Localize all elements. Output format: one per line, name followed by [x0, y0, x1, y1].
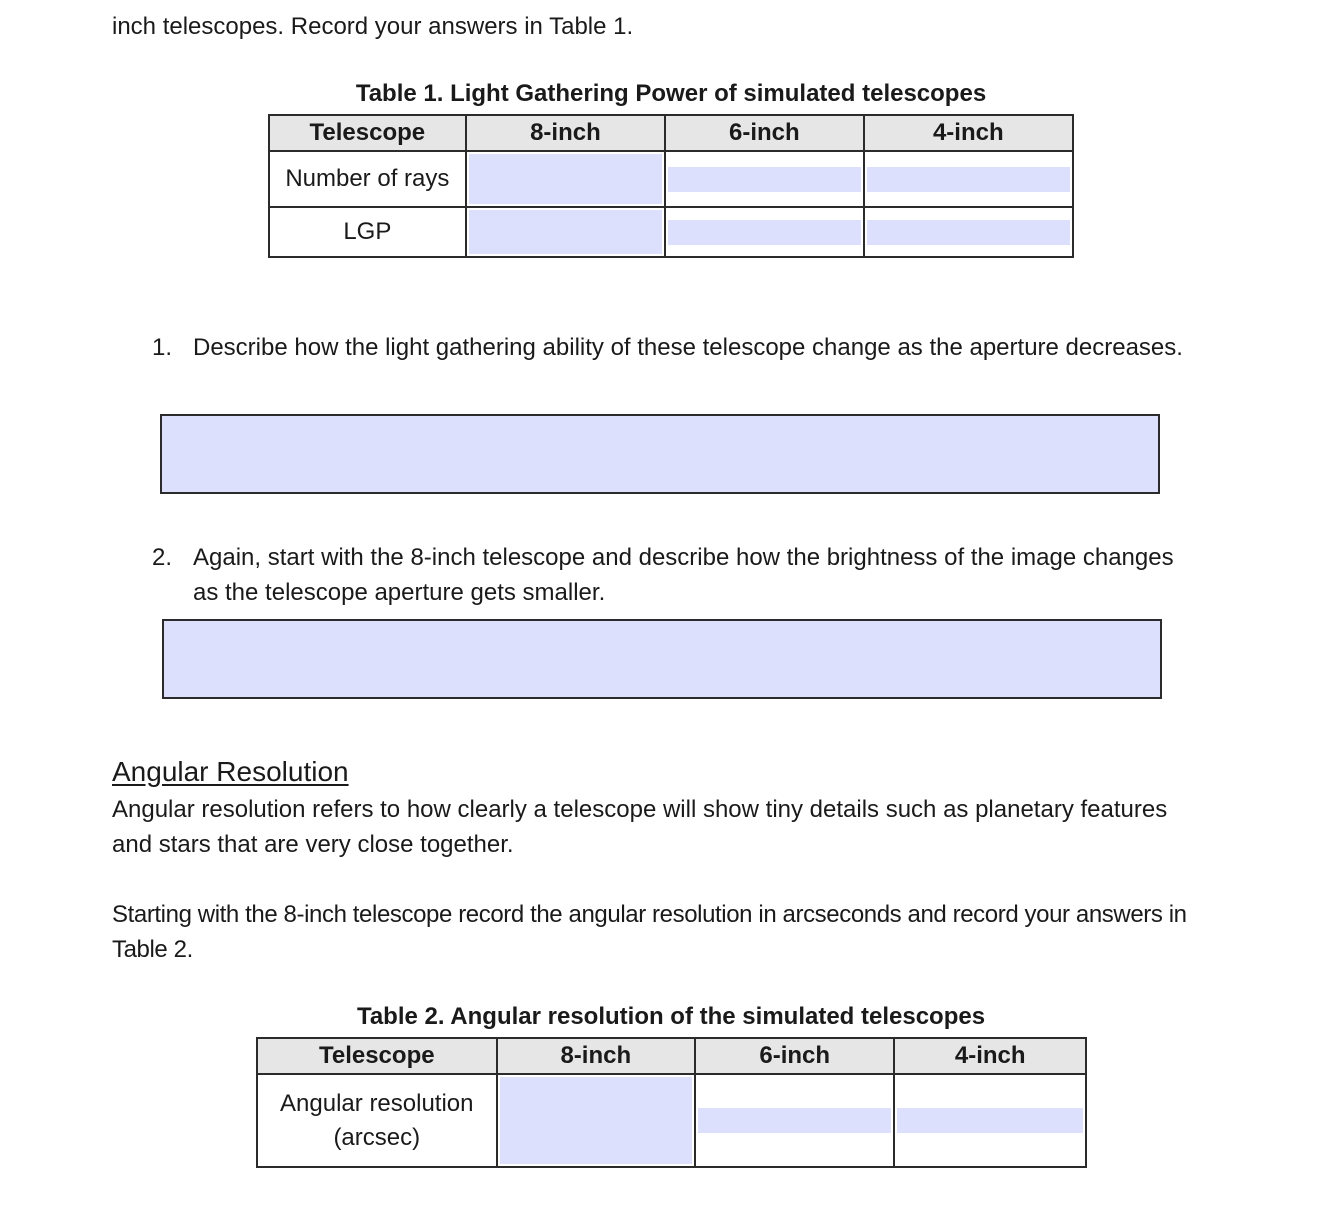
table2-header-telescope: Telescope	[257, 1038, 497, 1074]
question-text: Describe how the light gathering ability of these telescope change as the aperture decreases.	[193, 334, 1183, 361]
rays-6-inch-input[interactable]	[668, 167, 860, 192]
table2-header-row	[257, 1038, 1086, 1074]
resolution-4-inch-input[interactable]	[897, 1108, 1083, 1133]
question-1-answer-field[interactable]	[160, 414, 1160, 494]
row-label-line-1: Angular resolution	[280, 1089, 474, 1117]
table2-row-angular-resolution	[257, 1074, 1086, 1167]
table2-cell	[695, 1074, 894, 1167]
table1-cell	[665, 151, 863, 207]
table2-caption: Table 2. Angular resolution of the simulated telescopes	[356, 1003, 986, 1030]
table1-cell	[466, 207, 665, 257]
table2	[256, 1037, 1087, 1168]
section-heading: Angular Resolution	[112, 756, 349, 787]
table1-header-6-inch: 6-inch	[665, 115, 863, 151]
table2-cell	[497, 1074, 695, 1167]
question-1	[152, 330, 1192, 400]
table1-cell	[864, 151, 1073, 207]
table1-caption: Table 1. Light Gathering Power of simulated telescopes	[355, 80, 987, 107]
question-number: 1.	[152, 334, 173, 361]
table2-header-4-inch: 4-inch	[894, 1038, 1086, 1074]
table1-cell	[665, 207, 863, 257]
question-number: 2.	[152, 544, 173, 571]
table1	[268, 114, 1074, 258]
question-2	[152, 540, 1192, 610]
question-2-answer-field[interactable]	[162, 619, 1162, 699]
table1-header-4-inch: 4-inch	[864, 115, 1073, 151]
intro-text: inch telescopes. Record your answers in Table 1.	[112, 13, 634, 40]
table1-row-lgp	[269, 207, 1073, 257]
lgp-4-inch-input[interactable]	[867, 220, 1070, 245]
table1-row-label: Number of rays	[269, 151, 466, 207]
section-paragraph-1: Angular resolution refers to how clearly a telescope will show tiny details such as planetary features and stars that are very close together.	[112, 796, 1168, 858]
table2-cell	[894, 1074, 1086, 1167]
table1-cell	[466, 151, 665, 207]
table1-row-number-of-rays	[269, 151, 1073, 207]
table1-header-telescope: Telescope	[269, 115, 466, 151]
section-paragraph-2: Starting with the 8-inch telescope record the angular resolution in arcseconds and record your answers in Table 2.	[112, 901, 1187, 963]
rays-4-inch-input[interactable]	[867, 167, 1070, 192]
table1-header-row	[269, 115, 1073, 151]
table2-header-8-inch: 8-inch	[497, 1038, 695, 1074]
rays-8-inch-input[interactable]	[469, 154, 662, 204]
table1-header-8-inch: 8-inch	[466, 115, 665, 151]
resolution-8-inch-input[interactable]	[500, 1077, 692, 1164]
row-label-line-2: (arcsec)	[333, 1123, 421, 1151]
lgp-8-inch-input[interactable]	[469, 210, 662, 254]
table2-header-6-inch: 6-inch	[695, 1038, 894, 1074]
question-text: Again, start with the 8-inch telescope and describe how the brightness of the image changes as the telescope aperture gets smaller.	[193, 544, 1174, 606]
table1-row-label: LGP	[269, 207, 466, 257]
table2-row-label	[257, 1074, 497, 1167]
table1-cell	[864, 207, 1073, 257]
resolution-6-inch-input[interactable]	[698, 1108, 891, 1133]
lgp-6-inch-input[interactable]	[668, 220, 860, 245]
